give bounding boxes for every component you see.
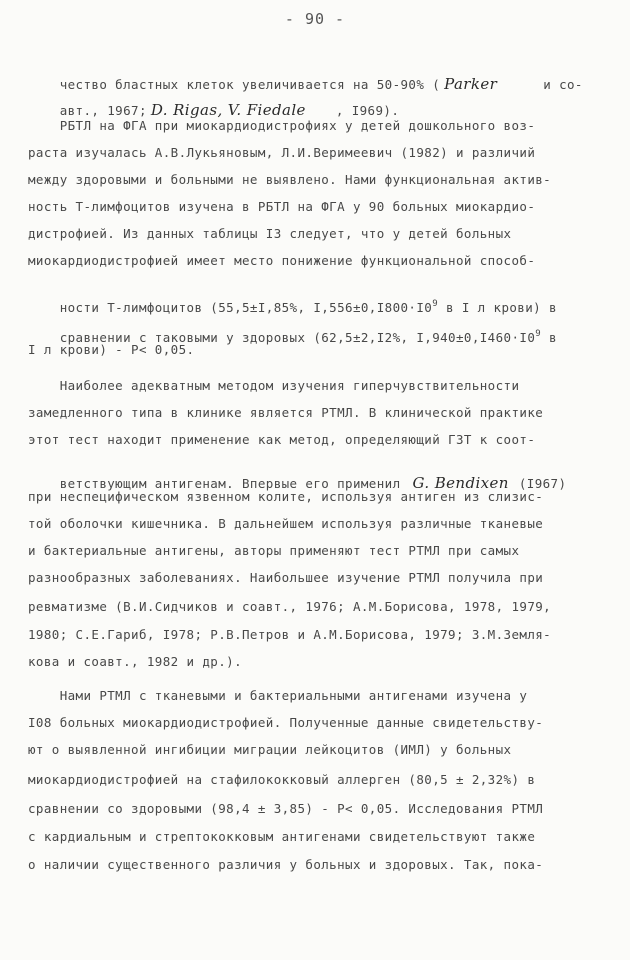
- superscript: 9: [535, 329, 542, 339]
- text-line: сравнении со здоровыми (98,4 ± 3,85) - P< 0,05. Исследования РТМЛ: [28, 801, 544, 816]
- handwritten-name: G. Bendixen: [412, 474, 509, 492]
- text-line: с кардиальным и стрептококковым антигенами свидетельствуют также: [28, 829, 536, 844]
- text-line: дистрофией. Из данных таблицы I3 следует, что у детей больных: [28, 226, 512, 241]
- text-line: о наличии существенного различия у больных и здоровых. Так, пока-: [28, 857, 544, 872]
- text-line: разнообразных заболеваниях. Наибольшее изучение РТМЛ получила при: [28, 570, 544, 585]
- text-line: РБТЛ на ФГА при миокардиодистрофиях у детей дошкольного воз-: [28, 118, 536, 133]
- page-number: - 90 -: [284, 10, 346, 28]
- text-line: 1980; С.Е.Гариб, I978; Р.В.Петров и А.М.Борисова, 1979; З.М.Земля-: [28, 627, 552, 642]
- text-segment: сравнении с таковыми у здоровых (62,5±2,I2%, I,940±0,I460·I0: [59, 330, 536, 345]
- text-line: раста изучалась А.В.Лукьяновым, Л.И.Веримеевич (1982) и различий: [28, 145, 536, 160]
- text-segment: и со-: [543, 77, 583, 92]
- handwritten-name: D. Rigas, V. Fiedale: [150, 101, 306, 119]
- text-line: кова и соавт., 1982 и др.).: [28, 654, 242, 669]
- text-line: ревматизме (В.И.Сидчиков и соавт., 1976; А.М.Борисова, 1978, 1979,: [28, 599, 552, 614]
- text-segment: в I л крови) в: [438, 300, 557, 315]
- text-line: миокардиодистрофией имеет место понижение функциональной способ-: [28, 253, 536, 268]
- handwritten-name: Parker: [444, 75, 498, 93]
- text-segment: в: [541, 330, 557, 345]
- text-line: миокардиодистрофией на стафилококковый аллерген (80,5 ± 2,32%) в: [28, 772, 536, 787]
- text-segment: ветствующим антигенам. Впервые его применил: [59, 476, 401, 491]
- text-line: ность Т-лимфоцитов изучена в РБТЛ на ФГА у 90 больных миокардио-: [28, 199, 536, 214]
- text-line: этот тест находит применение как метод, определяющий ГЗТ к соот-: [28, 432, 536, 447]
- text-line: Нами РТМЛ с тканевыми и бактериальными антигенами изучена у: [28, 688, 528, 703]
- text-segment: ности Т-лимфоцитов (55,5±I,85%, I,556±0,I800·I0: [59, 300, 433, 315]
- text-line: ют о выявленной ингибиции миграции лейкоцитов (ИМЛ) у больных: [28, 742, 512, 757]
- text-line: той оболочки кишечника. В дальнейшем используя различные тканевые: [28, 516, 544, 531]
- text-segment: чество бластных клеток увеличивается на 50-90% (: [59, 77, 441, 92]
- text-line: замедленного типа в клинике является РТМЛ. В клинической практике: [28, 405, 544, 420]
- text-line: и бактериальные антигены, авторы применяют тест РТМЛ при самых: [28, 543, 520, 558]
- text-line: между здоровыми и больными не выявлено. Нами функциональная актив-: [28, 172, 552, 187]
- superscript: 9: [432, 299, 439, 309]
- text-segment: авт., 1967;: [59, 103, 147, 118]
- text-segment: , I969).: [335, 103, 400, 118]
- text-line: I л крови) - P< 0,05.: [28, 342, 195, 357]
- text-line: I08 больных миокардиодистрофией. Полученные данные свидетельству-: [28, 715, 544, 730]
- text-line: Наиболее адекватным методом изучения гиперчувствительности: [28, 378, 520, 393]
- text-line: при неспецифическом язвенном колите, используя антиген из слизис-: [28, 489, 544, 504]
- text-segment: (I967): [518, 476, 567, 491]
